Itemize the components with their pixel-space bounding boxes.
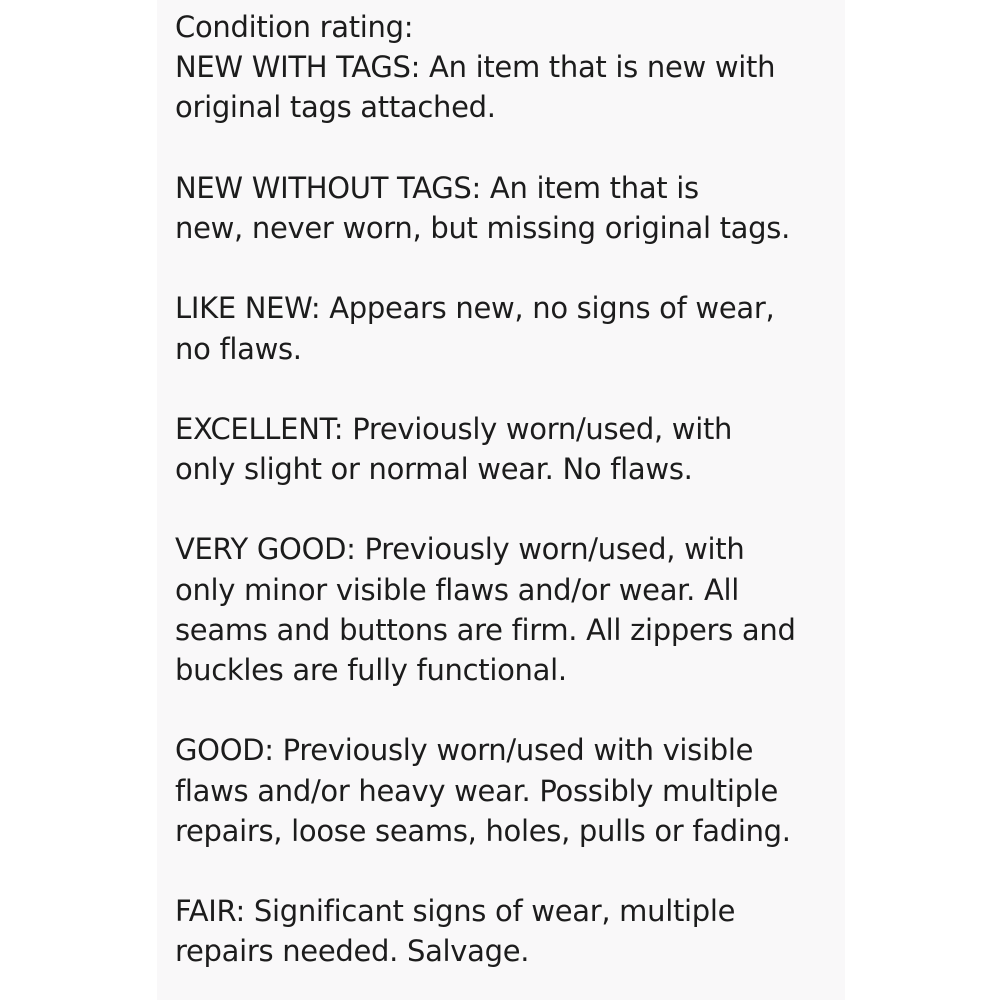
rating-line: buckles are fully functional. <box>175 653 567 687</box>
rating-line: EXCELLENT: Previously worn/used, with <box>175 411 733 446</box>
rating-line: GOOD: Previously worn/used with visible <box>175 733 754 768</box>
rating-line: flaws and/or heavy wear. Possibly multiple <box>175 773 778 808</box>
paragraph-gap <box>175 369 835 409</box>
paragraph-gap <box>175 851 835 891</box>
paragraph-gap <box>175 128 835 168</box>
condition-heading: Condition rating: <box>175 10 414 44</box>
paragraph-gap <box>175 489 835 529</box>
rating-line: FAIR: Significant signs of wear, multiple <box>175 894 736 929</box>
rating-line: NEW WITH TAGS: An item that is new with <box>175 50 776 85</box>
rating-good <box>175 730 835 851</box>
rating-fair <box>175 891 835 971</box>
rating-line: LIKE NEW: Appears new, no signs of wear, <box>175 291 775 326</box>
paragraph-gap <box>175 690 835 730</box>
rating-line: only slight or normal wear. No flaws. <box>175 452 693 487</box>
rating-line: seams and buttons are firm. All zippers and <box>175 612 796 647</box>
rating-line: new, never worn, but missing original tags. <box>175 210 790 245</box>
rating-line: original tags attached. <box>175 90 496 125</box>
rating-line: no flaws. <box>175 331 302 366</box>
paragraph-gap <box>175 248 835 288</box>
rating-new-without-tags <box>175 168 835 248</box>
rating-line: NEW WITHOUT TAGS: An item that is <box>175 170 699 205</box>
rating-excellent <box>175 409 835 489</box>
rating-like-new <box>175 288 835 368</box>
rating-very-good <box>175 529 835 690</box>
rating-new-with-tags <box>175 47 835 127</box>
rating-line: only minor visible flaws and/or wear. All <box>175 572 740 607</box>
rating-line: VERY GOOD: Previously worn/used, with <box>175 532 745 567</box>
rating-line: repairs, loose seams, holes, pulls or fading. <box>175 813 791 848</box>
condition-rating-text <box>175 7 835 972</box>
rating-line: repairs needed. Salvage. <box>175 934 530 969</box>
